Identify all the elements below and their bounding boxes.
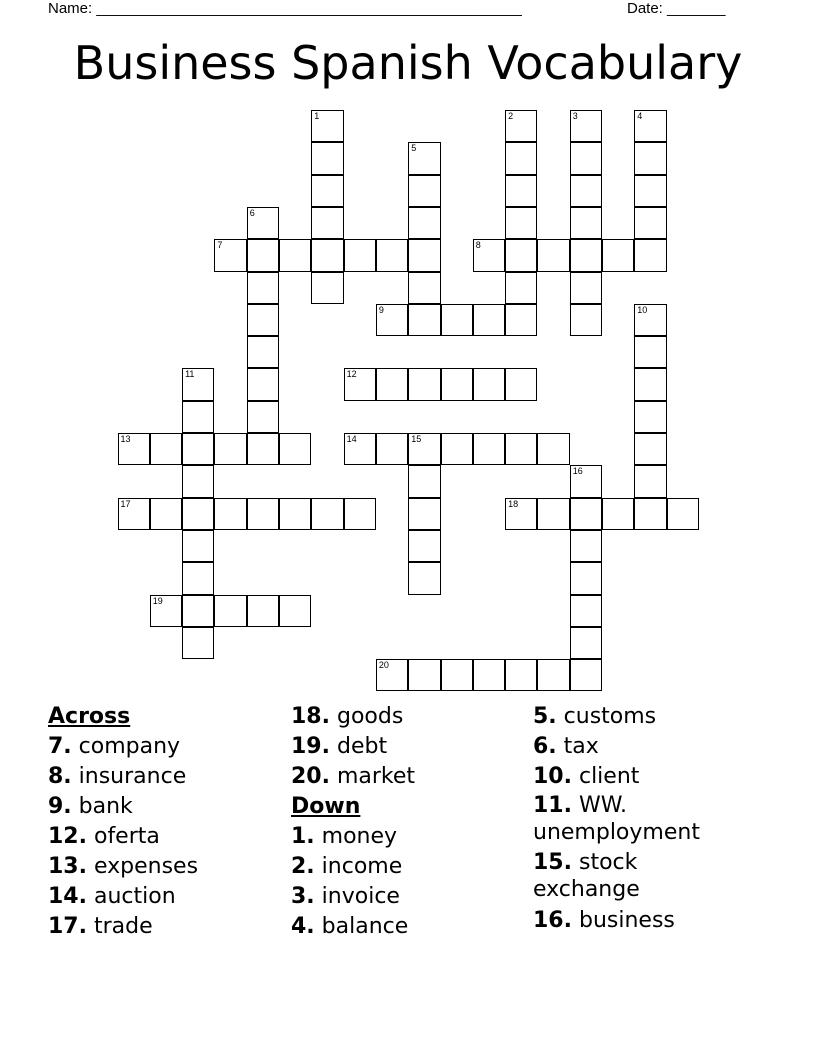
clue-item: [48, 762, 288, 792]
grid-cell[interactable]: [634, 207, 666, 239]
grid-cell[interactable]: [570, 627, 602, 659]
down-clue-list-continued: [533, 702, 733, 936]
clue-item-text: WW. unemployment: [533, 793, 700, 845]
clue-item-number: 13.: [48, 854, 87, 879]
clue-item-text: income: [314, 854, 403, 879]
grid-cell[interactable]: [667, 498, 699, 530]
grid-cell[interactable]: [570, 207, 602, 239]
grid-cell[interactable]: [634, 465, 666, 497]
grid-cell[interactable]: [634, 175, 666, 207]
clue-number: 7: [217, 240, 223, 251]
grid-cell[interactable]: [150, 433, 182, 465]
grid-cell[interactable]: [279, 498, 311, 530]
clue-item-text: business: [571, 908, 675, 933]
grid-cell[interactable]: [505, 659, 537, 691]
grid-cell[interactable]: [602, 498, 634, 530]
grid-cell[interactable]: [602, 239, 634, 271]
grid-cell[interactable]: [634, 142, 666, 174]
grid-cell[interactable]: [570, 110, 602, 142]
clue-item-number: 7.: [48, 734, 72, 759]
grid-cell[interactable]: [247, 207, 279, 239]
grid-cell[interactable]: [408, 304, 440, 336]
grid-cell[interactable]: [182, 465, 214, 497]
clue-item: [291, 912, 531, 942]
grid-cell[interactable]: [473, 304, 505, 336]
grid-cell[interactable]: [537, 498, 569, 530]
grid-cell[interactable]: [247, 304, 279, 336]
clue-item-text: client: [571, 764, 640, 789]
grid-cell[interactable]: [279, 433, 311, 465]
grid-cell[interactable]: [570, 530, 602, 562]
clue-number: 3: [572, 111, 578, 121]
grid-cell[interactable]: [408, 239, 440, 271]
clue-number: 2: [508, 111, 514, 121]
grid-cell[interactable]: [182, 595, 214, 627]
clue-item-text: balance: [314, 914, 409, 939]
grid-cell[interactable]: [570, 465, 602, 497]
grid-cell[interactable]: [214, 498, 246, 530]
clue-item: [48, 732, 288, 762]
clue-item: [48, 882, 288, 912]
grid-cell[interactable]: [118, 433, 150, 465]
grid-cell[interactable]: [634, 368, 666, 400]
grid-cell[interactable]: [182, 433, 214, 465]
grid-cell[interactable]: [344, 368, 376, 400]
clue-number: 18: [508, 498, 519, 509]
grid-cell[interactable]: [441, 304, 473, 336]
grid-cell[interactable]: [408, 530, 440, 562]
clue-item: [291, 822, 531, 852]
grid-cell[interactable]: [570, 595, 602, 627]
grid-cell[interactable]: [311, 175, 343, 207]
clue-item-text: debt: [329, 734, 388, 759]
grid-cell[interactable]: [279, 595, 311, 627]
clue-number: 14: [346, 434, 357, 444]
clue-number: 11: [185, 369, 195, 380]
grid-cell[interactable]: [634, 110, 666, 142]
grid-cell[interactable]: [311, 272, 343, 304]
grid-cell[interactable]: [150, 595, 182, 627]
grid-cell[interactable]: [505, 498, 537, 530]
grid-cell[interactable]: [247, 498, 279, 530]
clue-number: 10: [637, 304, 648, 315]
grid-cell[interactable]: [214, 239, 246, 271]
clue-item: [533, 792, 733, 849]
down-heading: Down: [291, 794, 361, 819]
clue-number: 4: [637, 111, 643, 121]
clue-item: [533, 702, 733, 732]
clue-item-number: 18.: [291, 704, 330, 729]
clue-item: [533, 762, 733, 792]
clue-item-number: 8.: [48, 764, 72, 789]
grid-cell[interactable]: [247, 336, 279, 368]
clue-item-number: 1.: [291, 824, 315, 849]
clue-item: [291, 732, 531, 762]
grid-cell[interactable]: [311, 207, 343, 239]
grid-cell[interactable]: [311, 142, 343, 174]
grid-cell[interactable]: [634, 304, 666, 336]
clue-item-text: customs: [556, 704, 657, 729]
grid-cell[interactable]: [182, 401, 214, 433]
grid-cell[interactable]: [408, 175, 440, 207]
grid-cell[interactable]: [570, 239, 602, 271]
down-clue-list: [291, 822, 531, 942]
name-field-label[interactable]: Name: ___________________________________________________: [48, 0, 522, 17]
grid-cell[interactable]: [537, 659, 569, 691]
clue-number: 19: [152, 595, 163, 606]
grid-cell[interactable]: [376, 433, 408, 465]
clue-item: [533, 906, 733, 936]
clue-item-number: 9.: [48, 794, 72, 819]
grid-cell[interactable]: [634, 239, 666, 271]
grid-cell[interactable]: [182, 530, 214, 562]
clue-item-text: expenses: [86, 854, 199, 879]
grid-cell[interactable]: [311, 110, 343, 142]
clue-number: 12: [346, 369, 357, 380]
grid-cell[interactable]: [182, 627, 214, 659]
grid-cell[interactable]: [214, 595, 246, 627]
clue-item-number: 3.: [291, 884, 315, 909]
grid-cell[interactable]: [570, 175, 602, 207]
grid-cell[interactable]: [473, 659, 505, 691]
grid-cell[interactable]: [118, 498, 150, 530]
grid-cell[interactable]: [344, 498, 376, 530]
grid-cell[interactable]: [570, 659, 602, 691]
clue-item-number: 10.: [533, 764, 572, 789]
grid-cell[interactable]: [344, 433, 376, 465]
clue-number: 16: [572, 466, 583, 477]
grid-cell[interactable]: [408, 465, 440, 497]
clue-item-text: oferta: [86, 824, 160, 849]
clues-column-3: [533, 702, 733, 936]
grid-cell[interactable]: [182, 368, 214, 400]
grid-cell[interactable]: [473, 433, 505, 465]
clue-item-number: 17.: [48, 914, 87, 939]
clue-item-number: 16.: [533, 908, 572, 933]
clue-item-text: market: [329, 764, 416, 789]
grid-cell[interactable]: [505, 368, 537, 400]
clue-number: 17: [120, 498, 131, 509]
across-heading: Across: [48, 704, 131, 729]
grid-cell[interactable]: [247, 401, 279, 433]
clue-number: 20: [378, 660, 389, 671]
grid-cell[interactable]: [311, 498, 343, 530]
across-clue-list: [48, 732, 288, 942]
grid-cell[interactable]: [247, 433, 279, 465]
clue-item-number: 14.: [48, 884, 87, 909]
grid-cell[interactable]: [505, 304, 537, 336]
clue-item-text: bank: [71, 794, 133, 819]
clue-item-number: 6.: [533, 734, 557, 759]
clue-number: 5: [411, 143, 417, 154]
clue-item-number: 4.: [291, 914, 315, 939]
grid-cell[interactable]: [473, 368, 505, 400]
grid-cell[interactable]: [376, 239, 408, 271]
clue-item: [48, 822, 288, 852]
clue-item-number: 2.: [291, 854, 315, 879]
clues-column-2: [291, 702, 531, 942]
grid-cell[interactable]: [247, 239, 279, 271]
grid-cell[interactable]: [570, 304, 602, 336]
clue-item-text: company: [71, 734, 181, 759]
grid-cell[interactable]: [570, 272, 602, 304]
grid-cell[interactable]: [408, 659, 440, 691]
clue-item-text: trade: [86, 914, 153, 939]
clue-item: [291, 852, 531, 882]
clue-number: 13: [120, 434, 131, 444]
grid-cell[interactable]: [537, 239, 569, 271]
clue-item-text: money: [314, 824, 398, 849]
grid-cell[interactable]: [537, 433, 569, 465]
clue-item: [48, 852, 288, 882]
grid-cell[interactable]: [505, 239, 537, 271]
grid-cell[interactable]: [150, 498, 182, 530]
clues-column-1: [48, 702, 288, 942]
grid-cell[interactable]: [214, 433, 246, 465]
clue-item: [291, 762, 531, 792]
grid-cell[interactable]: [634, 401, 666, 433]
clue-item: [291, 702, 531, 732]
clue-number: 8: [475, 240, 481, 251]
grid-cell[interactable]: [408, 142, 440, 174]
clue-item: [48, 792, 288, 822]
clue-item-text: auction: [86, 884, 176, 909]
grid-cell[interactable]: [570, 498, 602, 530]
grid-cell[interactable]: [247, 368, 279, 400]
grid-cell[interactable]: [505, 175, 537, 207]
clue-item: [48, 912, 288, 942]
grid-cell[interactable]: [505, 110, 537, 142]
clue-item-number: 12.: [48, 824, 87, 849]
clue-number: 9: [378, 304, 384, 315]
grid-cell[interactable]: [570, 142, 602, 174]
clue-number: 1: [314, 111, 320, 121]
grid-cell[interactable]: [473, 239, 505, 271]
clue-item-number: 15.: [533, 850, 572, 875]
clue-number: 15: [411, 434, 422, 444]
grid-cell[interactable]: [441, 368, 473, 400]
clue-item-number: 19.: [291, 734, 330, 759]
grid-cell[interactable]: [408, 433, 440, 465]
grid-cell[interactable]: [376, 368, 408, 400]
grid-cell[interactable]: [376, 304, 408, 336]
grid-cell[interactable]: [505, 433, 537, 465]
grid-cell[interactable]: [505, 142, 537, 174]
grid-cell[interactable]: [570, 562, 602, 594]
grid-cell[interactable]: [408, 368, 440, 400]
clue-item: [291, 882, 531, 912]
date-field-label[interactable]: Date: _______: [627, 0, 726, 17]
grid-cell[interactable]: [279, 239, 311, 271]
grid-cell[interactable]: [634, 433, 666, 465]
grid-cell[interactable]: [408, 498, 440, 530]
grid-cell[interactable]: [441, 433, 473, 465]
grid-cell[interactable]: [634, 498, 666, 530]
grid-cell[interactable]: [344, 239, 376, 271]
grid-cell[interactable]: [247, 272, 279, 304]
grid-cell[interactable]: [182, 562, 214, 594]
clue-item-number: 5.: [533, 704, 557, 729]
grid-cell[interactable]: [408, 207, 440, 239]
grid-cell[interactable]: [505, 207, 537, 239]
clue-item-text: stock exchange: [533, 850, 640, 902]
clue-item-number: 20.: [291, 764, 330, 789]
grid-cell[interactable]: [505, 272, 537, 304]
clue-item-text: goods: [329, 704, 404, 729]
clue-item: [533, 732, 733, 762]
page-title: Business Spanish Vocabulary: [73, 36, 743, 90]
grid-cell[interactable]: [311, 239, 343, 271]
clue-item-text: invoice: [314, 884, 400, 909]
grid-cell[interactable]: [247, 595, 279, 627]
grid-cell[interactable]: [408, 272, 440, 304]
grid-cell[interactable]: [376, 659, 408, 691]
clue-item-number: 11.: [533, 793, 572, 818]
clue-item-text: tax: [556, 734, 599, 759]
grid-cell[interactable]: [408, 562, 440, 594]
grid-cell[interactable]: [634, 336, 666, 368]
grid-cell[interactable]: [441, 659, 473, 691]
clue-item: [533, 849, 733, 906]
grid-cell[interactable]: [182, 498, 214, 530]
across-clue-list-continued: [291, 702, 531, 792]
clue-number: 6: [249, 207, 255, 218]
clue-item-text: insurance: [71, 764, 187, 789]
